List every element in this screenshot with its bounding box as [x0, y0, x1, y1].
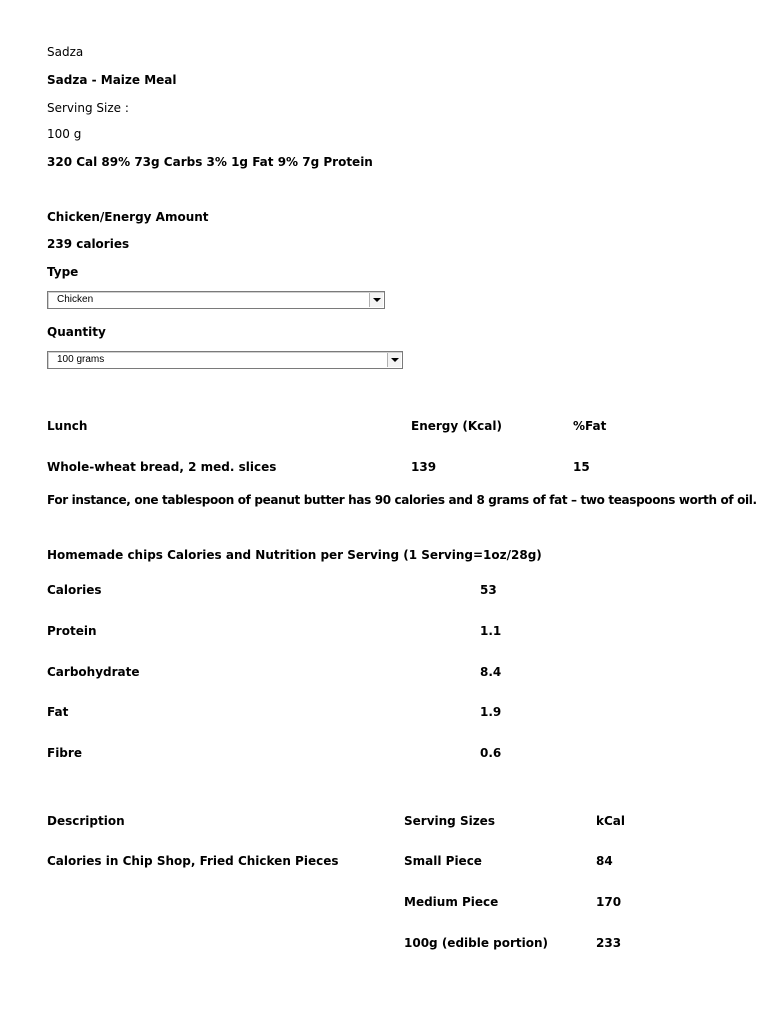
lunch-header: Lunch [47, 419, 88, 433]
quantity-label: Quantity [47, 325, 106, 339]
fat-percent-header: %Fat [573, 419, 607, 433]
lunch-item-name: Whole-wheat bread, 2 med. slices [47, 460, 277, 474]
serving-sizes-header: Serving Sizes [404, 814, 495, 828]
nutrient-value: 8.4 [480, 665, 502, 679]
serving-size-label: Serving Size : [47, 101, 129, 115]
peanut-butter-note: For instance, one tablespoon of peanut butter has 90 calories and 8 grams of fat – two teaspoons worth of oil. [47, 493, 757, 507]
nutrient-label: Calories [47, 583, 102, 597]
lunch-item-fat: 15 [573, 460, 590, 474]
serving-size: Medium Piece [404, 895, 499, 909]
nutrient-label: Protein [47, 624, 97, 638]
sadza-macros: 320 Cal 89% 73g Carbs 3% 1g Fat 9% 7g Protein [47, 155, 373, 169]
nutrient-value: 1.1 [480, 624, 502, 638]
nutrient-label: Fat [47, 705, 69, 719]
nutrient-label: Carbohydrate [47, 665, 140, 679]
chicken-calories: 239 calories [47, 237, 130, 251]
chevron-down-icon[interactable] [387, 353, 401, 367]
lunch-item-energy: 139 [411, 460, 437, 474]
kcal-header: kCal [596, 814, 625, 828]
nutrient-value: 0.6 [480, 746, 502, 760]
quantity-select[interactable] [47, 351, 403, 369]
serving-kcal: 84 [596, 854, 613, 868]
nutrient-value: 1.9 [480, 705, 502, 719]
serving-size: Small Piece [404, 854, 482, 868]
chicken-energy-title: Chicken/Energy Amount [47, 210, 209, 224]
serving-size-value: 100 g [47, 127, 82, 141]
quantity-select-value: 100 grams [57, 354, 105, 365]
energy-kcal-header: Energy (Kcal) [411, 419, 502, 433]
type-select[interactable] [47, 291, 385, 309]
serving-kcal: 233 [596, 936, 622, 950]
serving-size: 100g (edible portion) [404, 936, 549, 950]
chevron-down-icon[interactable] [369, 293, 383, 307]
nutrient-label: Fibre [47, 746, 82, 760]
serving-kcal: 170 [596, 895, 622, 909]
sadza-name: Sadza - Maize Meal [47, 73, 177, 87]
chips-title: Homemade chips Calories and Nutrition per Serving (1 Serving=1oz/28g) [47, 548, 542, 562]
nutrient-value: 53 [480, 583, 497, 597]
sadza-heading: Sadza [47, 45, 84, 59]
description-header: Description [47, 814, 125, 828]
type-select-value: Chicken [57, 294, 94, 305]
type-label: Type [47, 265, 79, 279]
fried-chicken-description: Calories in Chip Shop, Fried Chicken Pieces [47, 854, 339, 868]
